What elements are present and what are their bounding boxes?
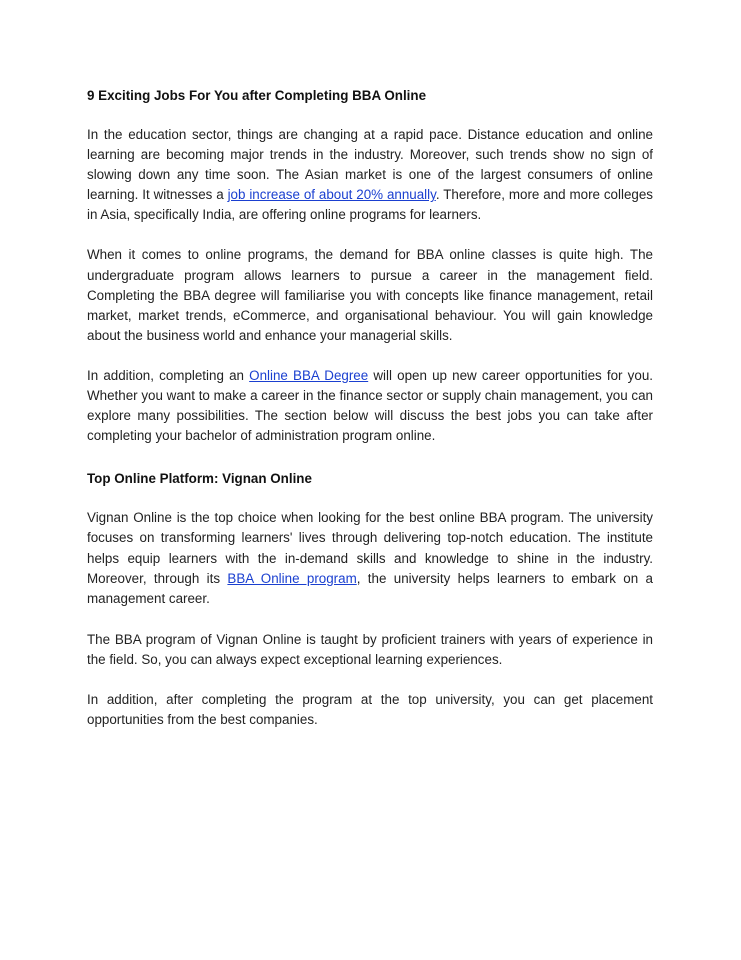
paragraph-placement: In addition, after completing the program at the top university, you can get placement opportunities from the best companies.: [87, 691, 653, 728]
online-bba-degree-link[interactable]: Online BBA Degree: [249, 367, 369, 383]
paragraph-vignan-text-2: , the university helps learners to embark on a management career.: [87, 570, 653, 606]
paragraph-career-text-2: will open up new career opportunities for you. Whether you want to make a career in the finance sector or supply chain management, you can explore many possibilities. The section below will discuss the best jobs you can take after completing your bachelor of administration program online.: [87, 367, 653, 444]
paragraph-career-opportunities: [87, 366, 653, 446]
document-title: 9 Exciting Jobs For You after Completing BBA Online: [87, 88, 427, 103]
job-increase-link[interactable]: job increase of about 20% annually: [227, 187, 436, 203]
paragraph-career-text-1: In addition, completing an: [87, 367, 250, 383]
paragraph-vignan-text-1: Vignan Online is the top choice when looking for the best online BBA program. The university focuses on transforming learners' lives through delivering top-notch education. The institute helps equip learners with the in-demand skills and knowledge to shine in the industry. Moreover, through its: [87, 510, 653, 586]
paragraph-online-programs: When it comes to online programs, the demand for BBA online classes is quite high. The undergraduate program allows learners to pursue a career in the management field. Completing the BBA degree will familiarise you with concepts like finance management, retail market, market trends, eCommerce, and organisational behaviour. You will gain knowledge about the business world and enhance your managerial skills.: [87, 247, 653, 343]
paragraph-intro: [87, 125, 653, 225]
section-heading: Top Online Platform: Vignan Online: [87, 471, 312, 487]
paragraph-trainers: The BBA program of Vignan Online is taught by proficient trainers with years of experience in the field. So, you can always expect exceptional learning experiences.: [87, 631, 653, 667]
paragraph-intro-text-1: In the education sector, things are changing at a rapid pace. Distance education and online learning are becoming major trends in the industry. Moreover, such trends show no sign of slowing down any time soon. The Asian market is one of the largest consumers of online learning. It witnesses a: [87, 127, 653, 203]
paragraph-intro-text-2: . Therefore, more and more colleges in Asia, specifically India, are offering online programs for learners.: [87, 187, 653, 223]
bba-online-program-link[interactable]: BBA Online program: [227, 570, 357, 586]
paragraph-vignan-online: [87, 508, 653, 608]
document-page: [87, 86, 653, 730]
